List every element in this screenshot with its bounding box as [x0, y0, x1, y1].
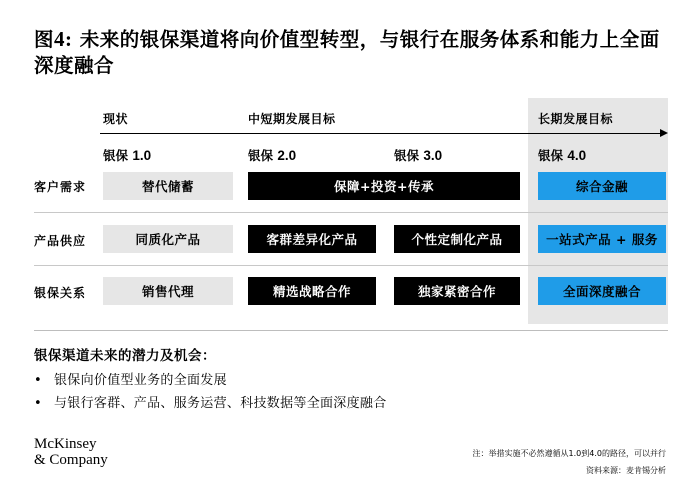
product-supply-long-box: 一站式产品 + 服务 — [538, 225, 666, 253]
mckinsey-logo: McKinsey & Company — [34, 436, 108, 468]
phase-current-label: 现状 — [103, 112, 129, 126]
version-4: 银保 4.0 — [538, 148, 587, 163]
row-divider — [34, 265, 668, 266]
version-3: 银保 3.0 — [394, 148, 443, 163]
timeline-arrowhead — [660, 129, 668, 137]
phase-long-label: 长期发展目标 — [538, 112, 614, 126]
opportunities-heading: 银保渠道未来的潜力及机会： — [34, 348, 216, 364]
title-prefix: 图 — [34, 28, 55, 51]
title-text: 未来的银保渠道将向价值型转型，与银行在服务体系和能力上全面深度融合 — [34, 28, 660, 77]
customer-needs-long-box: 综合金融 — [538, 172, 666, 200]
product-supply-mid-b-box: 个性定制化产品 — [394, 225, 520, 253]
row-label-product-supply: 产品供应 — [34, 234, 87, 248]
section-divider — [34, 330, 668, 331]
row-label-customer-needs: 客户需求 — [34, 180, 87, 194]
row-divider — [34, 212, 668, 213]
product-supply-mid-a-box: 客群差异化产品 — [248, 225, 376, 253]
customer-needs-mid-box: 保障+投资+传承 — [248, 172, 520, 200]
version-2: 银保 2.0 — [248, 148, 297, 163]
row-label-bancassurance-relation: 银保关系 — [34, 286, 87, 300]
footnote: 注：举措实施不必然遵循从1.0到4.0的路径，可以并行 — [472, 449, 666, 458]
opportunity-bullet: • 与银行客群、产品、服务运营、科技数据等全面深度融合 — [34, 396, 387, 411]
timeline-line — [100, 133, 661, 134]
title-figure-number: 4: — [54, 27, 73, 51]
phase-mid-label: 中短期发展目标 — [248, 112, 336, 126]
version-1: 银保 1.0 — [103, 148, 152, 163]
customer-needs-current-box: 替代储蓄 — [103, 172, 233, 200]
relation-current-box: 销售代理 — [103, 277, 233, 305]
page-title — [34, 26, 674, 79]
opportunity-bullet: • 银保向价值型业务的全面发展 — [34, 373, 227, 388]
product-supply-current-box: 同质化产品 — [103, 225, 233, 253]
relation-mid-a-box: 精选战略合作 — [248, 277, 376, 305]
relation-long-box: 全面深度融合 — [538, 277, 666, 305]
relation-mid-b-box: 独家紧密合作 — [394, 277, 520, 305]
source-note: 资料来源：麦肯锡分析 — [586, 466, 666, 475]
